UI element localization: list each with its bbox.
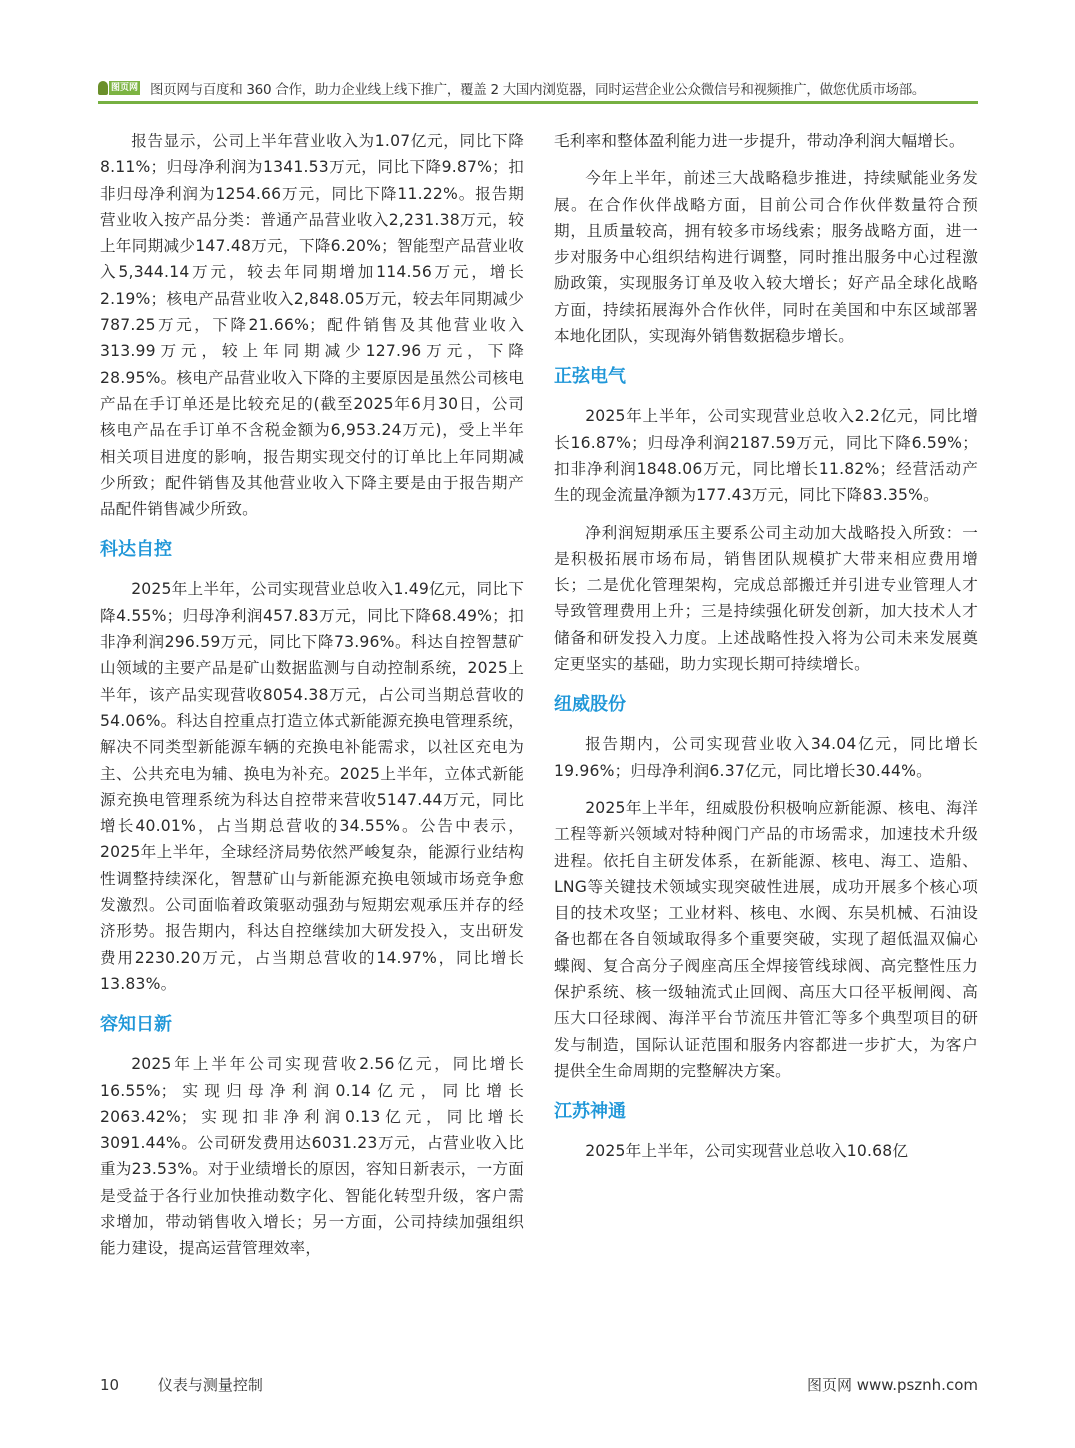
- paragraph: 2025年上半年，纽威股份积极响应新能源、核电、海洋工程等新兴领域对特种阀门产品的市场需求，加速技术升级进程。依托自主研发体系，在新能源、核电、海工、造船、LNG等关键技术领域实现突破性进展，成功开展多个核心项目的技术攻坚；工业材料、核电、水阀、东吴机械、石油设备也都在各自领域取得多个重要突破，实现了超低温双偏心蝶阀、复合高分子阀座高压全焊接管线球阀、高完整性压力保护系统、核一级轴流式止回阀、高压大口径平板闸阀、高压大口径球阀、海洋平台节流压井管汇等多个典型项目的研发与制造，国际认证范围和服务内容都进一步扩大，为客户提供全生命周期的完整解决方案。: [554, 798, 978, 1080]
- paragraph: 2025年上半年，公司实现营业总收入10.68亿: [585, 1142, 909, 1161]
- paragraph: 2025年上半年，公司实现营业总收入2.2亿元，同比增长16.87%；归母净利润2187.59万元，同比下降6.59%；扣非净利润1848.06万元，同比增长11.82%；经营活动产生的现金流量净额为177.43万元，同比下降83.35%。: [554, 407, 978, 505]
- paragraph: 2025年上半年，公司实现营业总收入1.49亿元，同比下降4.55%；归母净利润457.83万元，同比下降68.49%；扣非净利润296.59万元，同比下降73.96%。科达自控智慧矿山领域的主要产品是矿山数据监测与自动控制系统，2025上半年，该产品实现营收8054.38万元，占公司当期总营收的54.06%。科达自控重点打造立体式新能源充换电管理系统，解决不同类型新能源车辆的充换电补能需求，以社区充电为主、公共充电为辅、换电为补充。2025上半年，立体式新能源充换电管理系统为科达自控带来营收5147.44万元，同比增长40.01%，占当期总营收的34.55%。公告中表示，2025年上半年，全球经济局势依然严峻复杂，能源行业结构性调整持续深化，智慧矿山与新能源充换电领域市场竞争愈发激烈。公司面临着政策驱动强劲与短期宏观承压并存的经济形势。报告期内，科达自控继续加大研发投入，支出研发费用2230.20万元，占当期总营收的14.97%，同比增长13.83%。: [100, 580, 524, 993]
- page-number: 10: [100, 1376, 120, 1394]
- section-heading-rongzhi: 容知日新: [100, 1014, 172, 1036]
- header-divider: [98, 101, 978, 104]
- logo-tree-icon: [98, 81, 108, 95]
- section-heading-niuwei: 纽威股份: [554, 694, 626, 716]
- footer-site-link[interactable]: 图页网 www.psznh.com: [807, 1376, 978, 1394]
- paragraph-continued: 毛利率和整体盈利能力进一步提升，带动净利润大幅增长。: [554, 132, 965, 150]
- paragraph: 报告显示，公司上半年营业收入为1.07亿元，同比下降8.11%；归母净利润为1341.53万元，同比下降9.87%；扣非归母净利润为1254.66万元，同比下降11.22%。报告期营业收入按产品分类：普通产品营业收入2,231.38万元，较上年同期减少147.48万元，下降6.20%；智能型产品营业收入5,344.14万元，较去年同期增加114.56万元，增长2.19%；核电产品营业收入2,848.05万元，较去年同期减少787.25万元，下降21.66%；配件销售及其他营业收入313.99万元，较上年同期减少127.96万元，下降28.95%。核电产品营业收入下降的主要原因是虽然公司核电产品在手订单还是比较充足的(截至2025年6月30日，公司核电产品在手订单不含税金额为6,953.24万元)，受上半年相关项目进度的影响，报告期实现交付的订单比上年同期减少所致；配件销售及其他营业收入下降主要是由于报告期产品配件销售减少所致。: [100, 132, 524, 519]
- paragraph: 今年上半年，前述三大战略稳步推进，持续赋能业务发展。在合作伙伴战略方面，目前公司合作伙伴数量符合预期，且质量较高，拥有较多市场线索；服务战略方面，进一步对服务中心组织结构进行调整，同时推出服务中心过程激励政策，实现服务订单及收入较大增长；好产品全球化战略方面，持续拓展海外合作伙伴，同时在美国和中东区域部署本地化团队，实现海外销售数据稳步增长。: [554, 169, 978, 346]
- paragraph: 净利润短期承压主要系公司主动加大战略投入所致：一是积极拓展市场布局，销售团队规模扩大带来相应费用增长；二是优化管理架构，完成总部搬迁并引进专业管理人才导致管理费用上升；三是持续强化研发创新，加大技术人才储备和研发投入力度。上述战略性投入将为公司未来发展奠定更坚实的基础，助力实现长期可持续增长。: [554, 523, 978, 674]
- section-heading-keda: 科达自控: [100, 539, 172, 561]
- paragraph: 2025年上半年公司实现营收2.56亿元，同比增长16.55%；实现归母净利润0.14亿元，同比增长2063.42%；实现扣非净利润0.13亿元，同比增长3091.44%。公司研发费用达6031.23万元，占营业收入比重为23.53%。对于业绩增长的原因，容知日新表示，一方面是受益于各行业加快推动数字化、智能化转型升级，客户需求增加，带动销售收入增长；另一方面，公司持续加强组织能力建设，提高运营管理效率，: [100, 1055, 524, 1258]
- site-logo: [98, 79, 144, 97]
- left-column: [100, 128, 524, 1273]
- publication-name: 仪表与测量控制: [157, 1376, 263, 1394]
- logo-text: 图页网: [111, 83, 139, 93]
- section-heading-jiangsu-shentong: 江苏神通: [554, 1101, 626, 1123]
- right-column: [554, 128, 978, 1176]
- section-heading-zhengxian: 正弦电气: [554, 366, 626, 388]
- header-banner-text: 图页网与百度和 360 合作，助力企业线上线下推广，覆盖 2 大国内浏览器，同时运营企业公众微信号和视频推广，做您优质市场部。: [150, 82, 926, 98]
- footer-left: [100, 1374, 263, 1395]
- paragraph: 报告期内，公司实现营业收入34.04亿元，同比增长19.96%；归母净利润6.37亿元，同比增长30.44%。: [554, 735, 978, 780]
- page-header: [98, 78, 978, 98]
